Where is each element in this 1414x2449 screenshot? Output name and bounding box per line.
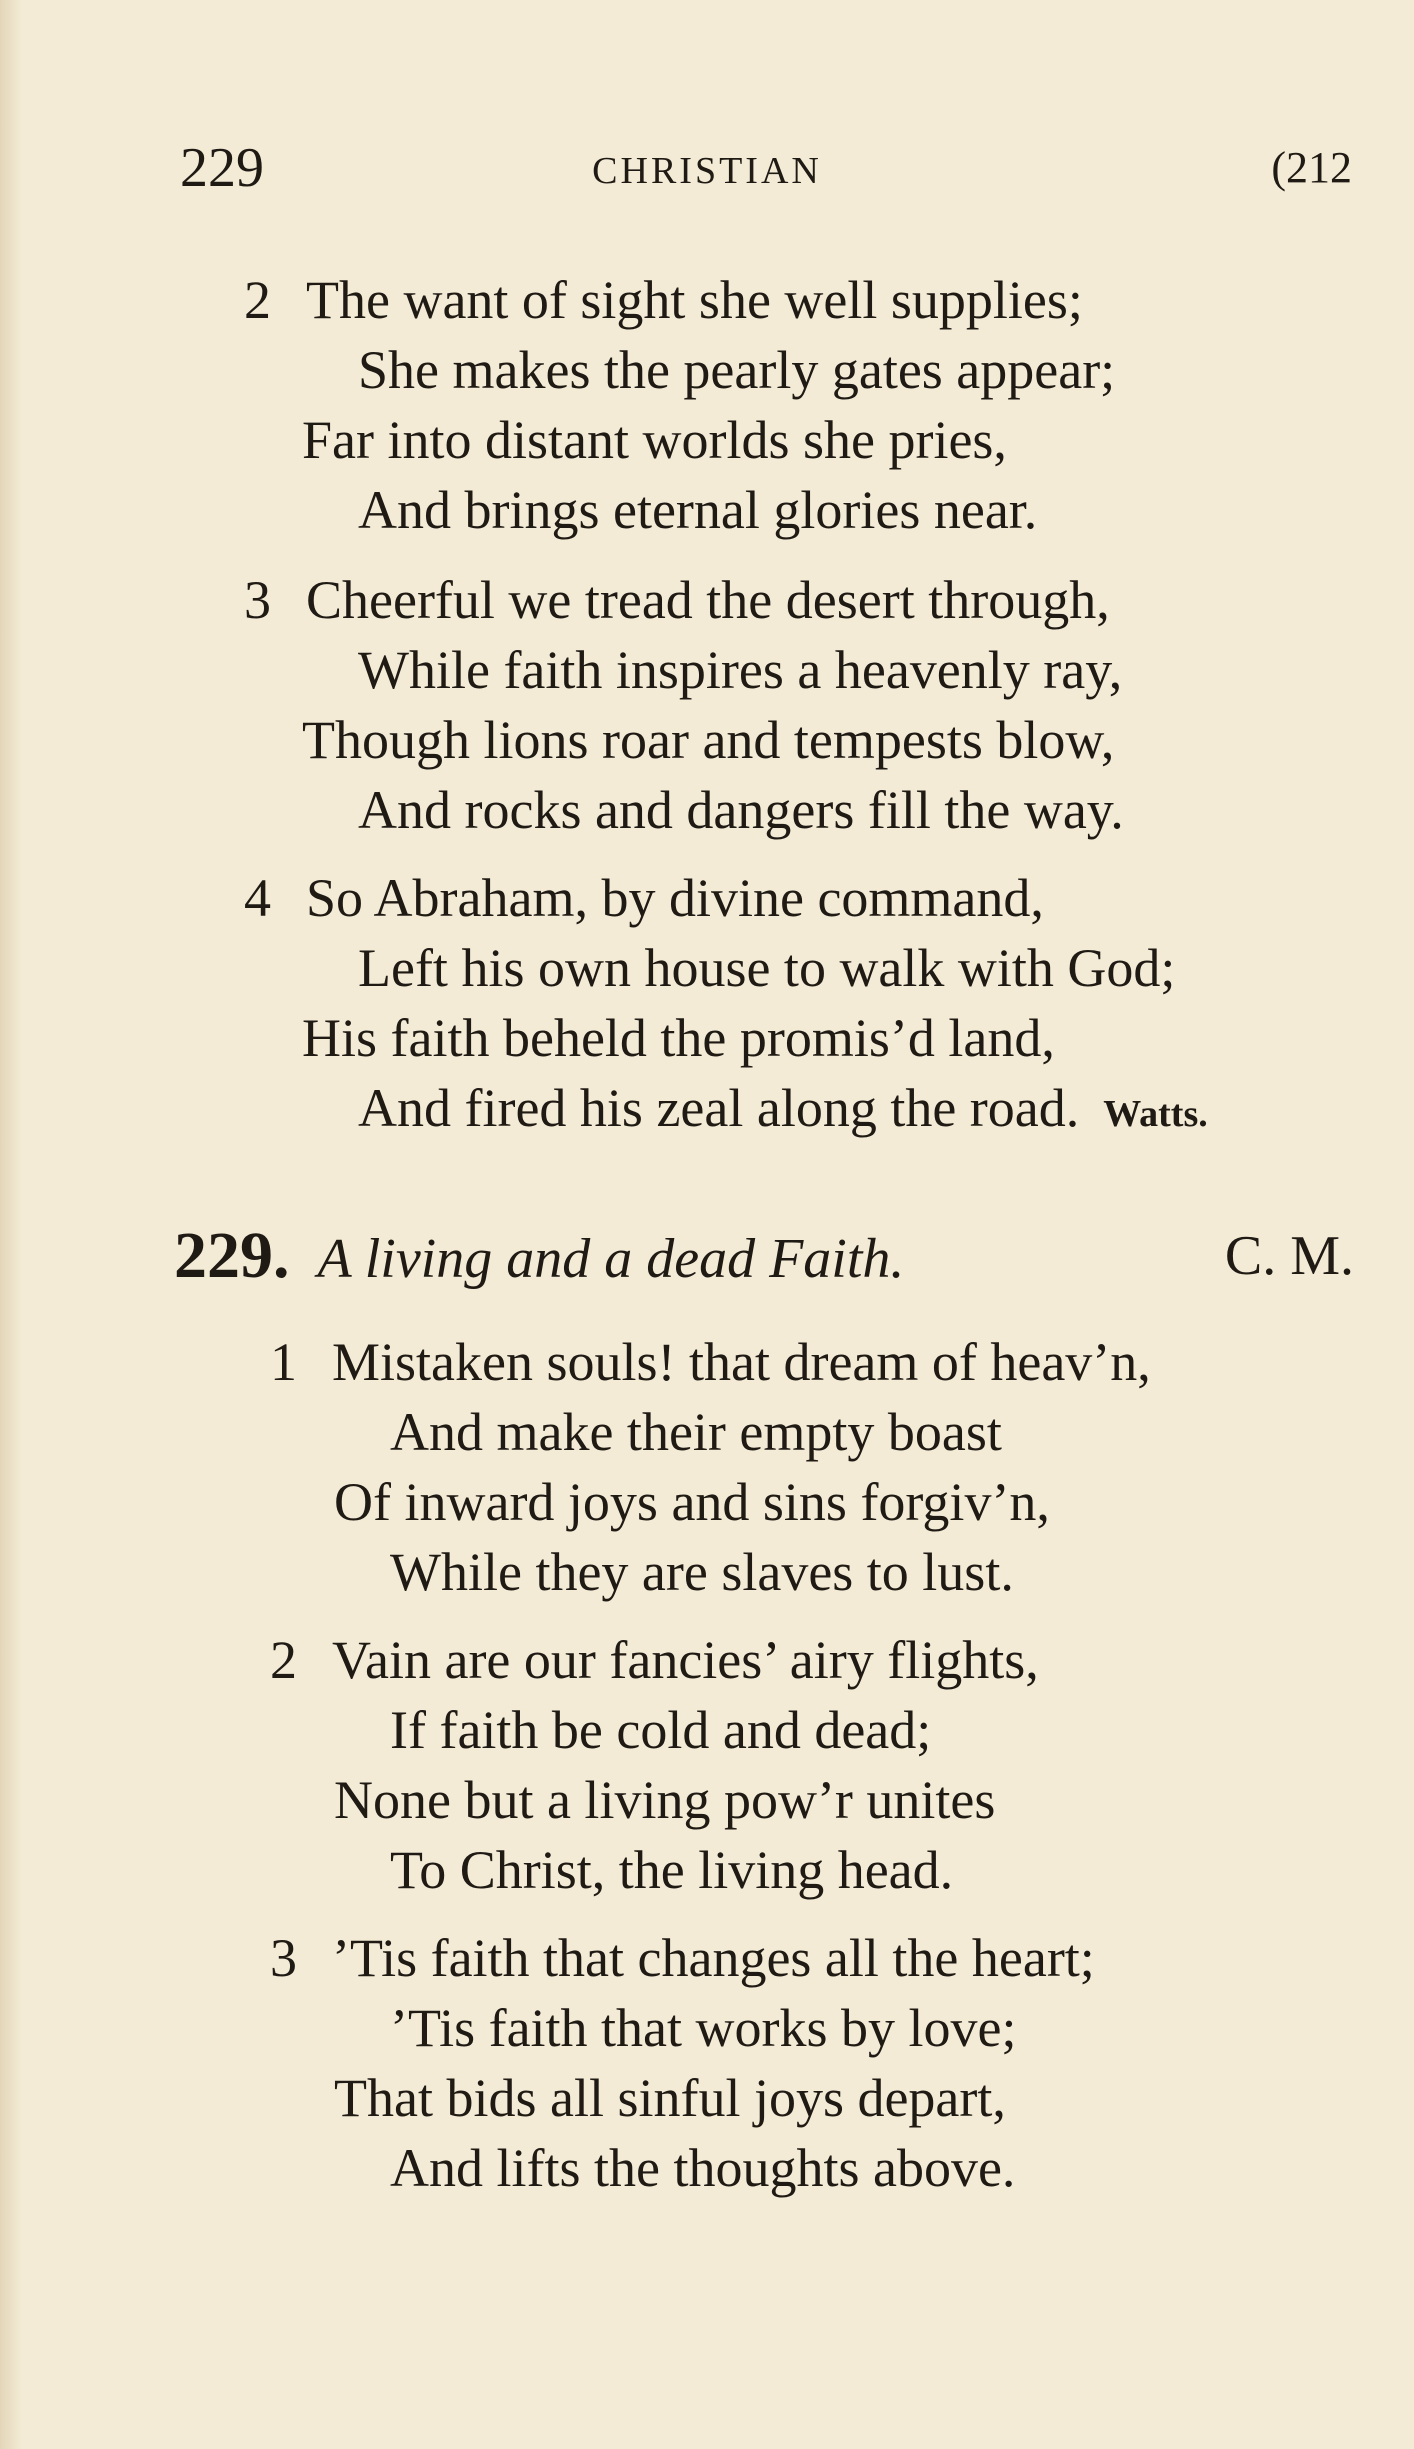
verse-line: And rocks and dangers fill the way. bbox=[358, 780, 1124, 840]
verse-line: ’Tis faith that works by love; bbox=[390, 1998, 1017, 2058]
page-number: 229 bbox=[180, 137, 264, 199]
verse-line bbox=[244, 268, 1083, 332]
verse-number: 3 bbox=[244, 570, 271, 630]
verse-number: 4 bbox=[244, 868, 271, 928]
verse-text: ’Tis faith that changes all the heart; bbox=[332, 1928, 1095, 1988]
verse-line bbox=[244, 866, 1044, 930]
verse-number: 1 bbox=[270, 1332, 297, 1392]
verse-number: 2 bbox=[244, 270, 271, 330]
verse-text: Cheerful we tread the desert through, bbox=[306, 570, 1110, 630]
page-edge bbox=[0, 0, 22, 2449]
verse-line bbox=[270, 1628, 1039, 1692]
running-title: CHRISTIAN bbox=[592, 150, 822, 192]
verse-line: If faith be cold and dead; bbox=[390, 1700, 932, 1760]
verse-number: 3 bbox=[270, 1928, 297, 1988]
verse-line: Of inward joys and sins forgiv’n, bbox=[334, 1472, 1050, 1532]
verse-text: The want of sight she well supplies; bbox=[306, 270, 1083, 330]
verse-line: That bids all sinful joys depart, bbox=[334, 2068, 1006, 2128]
hymn-number: 229. bbox=[174, 1219, 290, 1292]
verse-line: Left his own house to walk with God; bbox=[358, 938, 1176, 998]
verse-line: She makes the pearly gates appear; bbox=[358, 340, 1116, 400]
hymn-title: A living and a dead Faith. bbox=[317, 1228, 905, 1290]
verse-line bbox=[270, 1330, 1151, 1394]
verse-line: And lifts the thoughts above. bbox=[390, 2138, 1016, 2198]
verse-text: Mistaken souls! that dream of heav’n, bbox=[332, 1332, 1151, 1392]
verse-line: While faith inspires a heavenly ray, bbox=[358, 640, 1123, 700]
verse-line: And brings eternal glories near. bbox=[358, 480, 1038, 540]
verse-line: None but a living pow’r unites bbox=[334, 1770, 996, 1830]
verse-line: And make their empty boast bbox=[390, 1402, 1002, 1462]
hymn-meter: C. M. bbox=[1224, 1225, 1354, 1287]
verse-text: And fired his zeal along the road. bbox=[358, 1078, 1080, 1138]
verse-line bbox=[244, 568, 1110, 632]
page-header bbox=[0, 138, 1414, 198]
verse-line: Far into distant worlds she pries, bbox=[302, 410, 1007, 470]
verse-line bbox=[270, 1926, 1095, 1990]
verse-line: While they are slaves to lust. bbox=[390, 1542, 1014, 1602]
verse-line bbox=[358, 1076, 1208, 1146]
verse-text: So Abraham, by divine command, bbox=[306, 868, 1044, 928]
verse-line: Though lions roar and tempests blow, bbox=[302, 710, 1115, 770]
bracket-number: (212 bbox=[1271, 143, 1352, 192]
verse-line: His faith beheld the promis’d land, bbox=[302, 1008, 1055, 1068]
verse-line: To Christ, the living head. bbox=[390, 1840, 954, 1900]
verse-text: Vain are our fancies’ airy flights, bbox=[332, 1630, 1039, 1690]
verse-number: 2 bbox=[270, 1630, 297, 1690]
author-attribution: Watts. bbox=[1103, 1093, 1208, 1135]
hymn-heading bbox=[174, 1216, 1354, 1296]
